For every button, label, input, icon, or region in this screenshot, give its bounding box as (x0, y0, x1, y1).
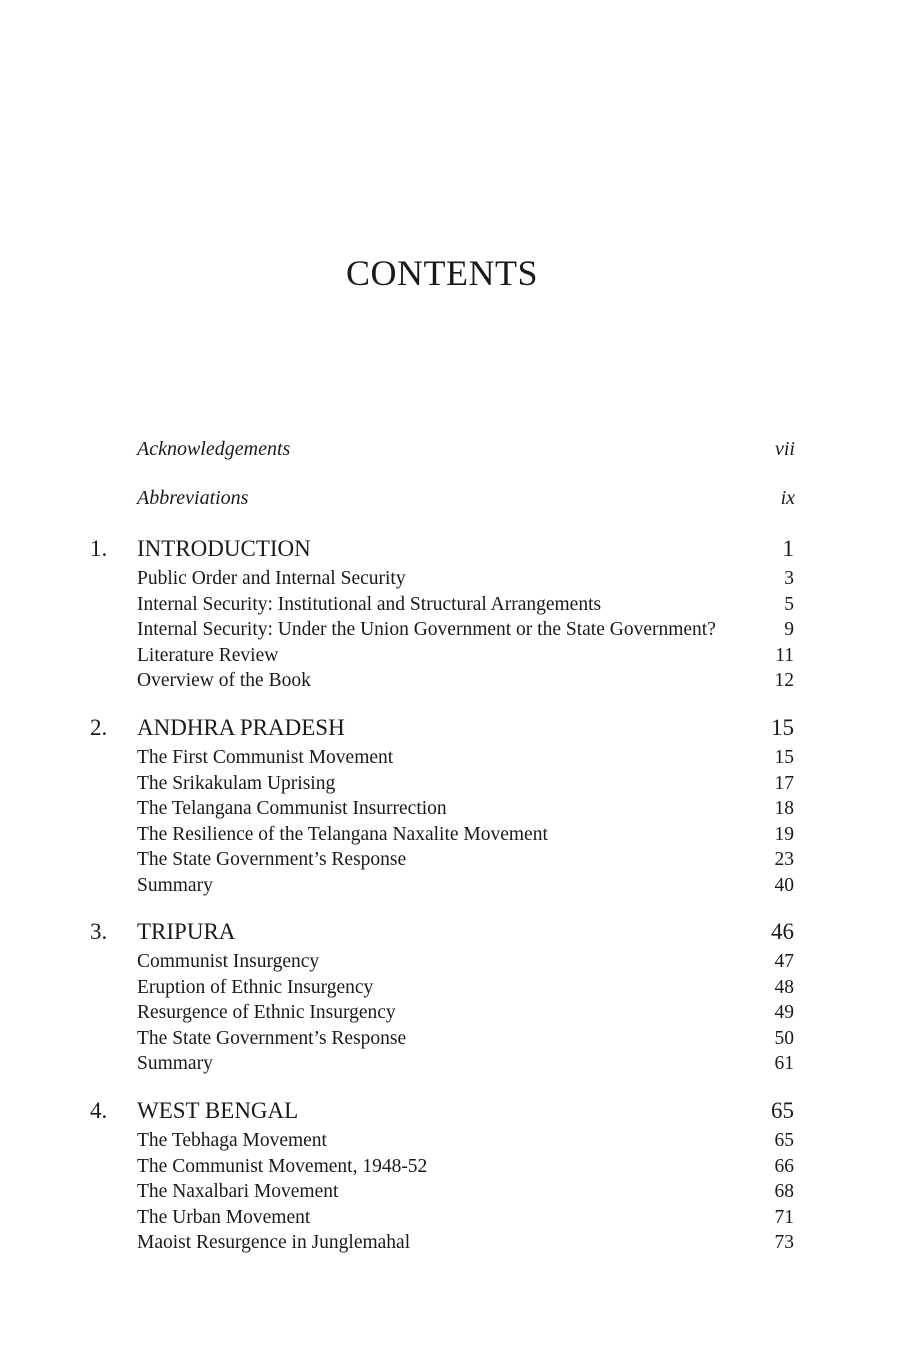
chapter-title: TRIPURA (137, 919, 236, 944)
front-matter-acknowledgements (137, 438, 795, 461)
chapter-title: WEST BENGAL (137, 1098, 299, 1123)
section-title: The Urban Movement (137, 1206, 311, 1228)
section-page: 15 (774, 747, 794, 768)
chapter-number: 3. (90, 919, 108, 944)
section-title: The First Communist Movement (137, 747, 394, 768)
section-item (0, 745, 900, 771)
chapter-1 (0, 536, 900, 694)
section-page: 71 (774, 1206, 794, 1228)
section-item (0, 617, 900, 643)
section-item (0, 822, 900, 848)
section-title: Internal Security: Institutional and Structural Arrangements (137, 593, 602, 615)
section-item (0, 643, 900, 669)
section-page: 18 (774, 798, 794, 820)
front-matter-page: vii (775, 438, 795, 460)
section-page: 61 (774, 1053, 794, 1075)
front-matter-title: Abbreviations (137, 487, 249, 509)
chapter-4 (0, 1098, 900, 1256)
section-title: Literature Review (137, 644, 279, 666)
section-page: 49 (774, 1002, 794, 1024)
chapter-number: 1. (90, 536, 108, 561)
section-page: 3 (784, 568, 794, 589)
section-list (0, 1128, 900, 1256)
section-item (0, 975, 900, 1001)
section-title: Internal Security: Under the Union Government or the State Government? (137, 619, 716, 641)
section-page: 5 (784, 593, 794, 615)
section-page: 73 (774, 1232, 794, 1254)
page-title: CONTENTS (346, 253, 538, 293)
section-page: 23 (774, 849, 794, 871)
section-title: Communist Insurgency (137, 951, 320, 972)
section-item (0, 1026, 900, 1052)
chapter-number: 4. (90, 1098, 108, 1123)
section-item (0, 1000, 900, 1026)
section-title: Summary (137, 1053, 213, 1075)
chapter-3 (0, 919, 900, 1077)
section-title: The Srikakulam Uprising (137, 772, 336, 794)
section-item (0, 771, 900, 797)
section-title: The State Government’s Response (137, 849, 407, 871)
section-title: Eruption of Ethnic Insurgency (137, 976, 374, 998)
section-page: 12 (774, 670, 794, 692)
chapter-heading (0, 1098, 900, 1128)
section-title: The Communist Movement, 1948-52 (137, 1155, 428, 1177)
section-item (0, 1179, 900, 1205)
front-matter-title: Acknowledgements (137, 438, 291, 460)
section-item (0, 949, 900, 975)
section-page: 47 (774, 951, 794, 972)
section-title: The Tebhaga Movement (137, 1130, 327, 1151)
section-list (0, 566, 900, 694)
section-list (0, 949, 900, 1077)
section-page: 68 (774, 1181, 794, 1203)
section-item (0, 1230, 900, 1256)
section-title: Maoist Resurgence in Junglemahal (137, 1232, 411, 1254)
section-item (0, 668, 900, 694)
chapter-heading (0, 536, 900, 566)
section-page: 66 (774, 1155, 794, 1177)
section-title: The State Government’s Response (137, 1027, 407, 1049)
section-item (0, 566, 900, 592)
section-page: 40 (774, 874, 794, 896)
section-title: Resurgence of Ethnic Insurgency (137, 1002, 396, 1024)
section-item (0, 1154, 900, 1180)
section-title: Public Order and Internal Security (137, 568, 406, 589)
chapter-page: 1 (782, 536, 794, 561)
chapter-page: 46 (771, 919, 794, 944)
section-item (0, 1128, 900, 1154)
chapter-number: 2. (90, 715, 108, 740)
section-title: The Telangana Communist Insurrection (137, 798, 447, 820)
section-page: 11 (775, 644, 794, 666)
section-title: Overview of the Book (137, 670, 311, 692)
chapter-page: 65 (771, 1098, 794, 1123)
section-item (0, 796, 900, 822)
section-page: 48 (774, 976, 794, 998)
front-matter-abbreviations (137, 487, 795, 510)
chapter-page: 15 (771, 715, 794, 740)
section-item (0, 847, 900, 873)
section-page: 17 (774, 772, 794, 794)
chapter-title: INTRODUCTION (137, 536, 311, 561)
section-title: The Resilience of the Telangana Naxalite Movement (137, 823, 548, 845)
section-item (0, 1051, 900, 1077)
section-page: 9 (784, 619, 794, 641)
section-title: The Naxalbari Movement (137, 1181, 339, 1203)
section-item (0, 1205, 900, 1231)
chapter-heading (0, 919, 900, 949)
section-list (0, 745, 900, 899)
section-page: 65 (774, 1130, 794, 1151)
section-title: Summary (137, 874, 213, 896)
chapter-2 (0, 715, 900, 899)
section-page: 19 (774, 823, 794, 845)
front-matter-page: ix (780, 487, 795, 509)
section-item (0, 592, 900, 618)
section-page: 50 (774, 1027, 794, 1049)
chapter-heading (0, 715, 900, 745)
section-item (0, 873, 900, 899)
chapter-title: ANDHRA PRADESH (137, 715, 345, 740)
